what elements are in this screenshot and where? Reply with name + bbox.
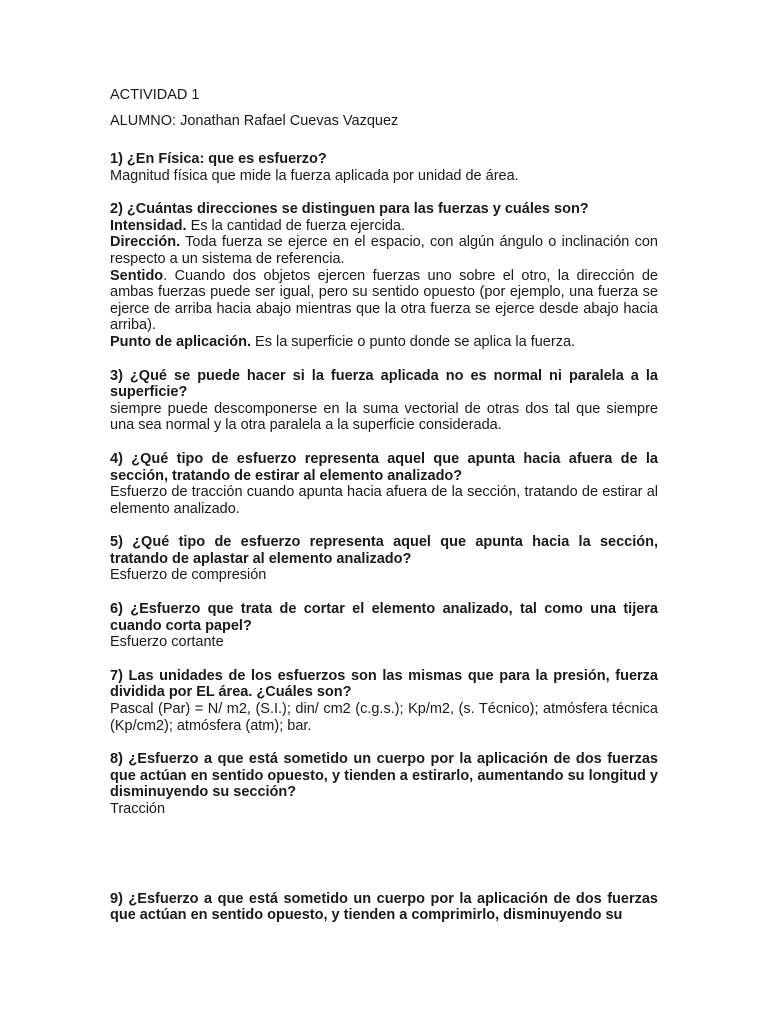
question-6 (110, 601, 658, 651)
answer-text: Es la cantidad de fuerza ejercida. (186, 217, 405, 234)
question-title: 3) ¿Qué se puede hacer si la fuerza aplicada no es normal ni paralela a la superficie? (110, 367, 658, 401)
question-title: 8) ¿Esfuerzo a que está sometido un cuerpo por la aplicación de dos fuerzas que actúan en sentido opuesto, y tienden a estirarlo, aumentando su longitud y disminuyendo su sección? (110, 751, 658, 801)
question-title: 4) ¿Qué tipo de esfuerzo representa aquel que apunta hacia afuera de la sección, tratando de estirar al elemento analizado? (110, 450, 658, 484)
answer-term: Punto de aplicación. (110, 333, 251, 350)
question-title: 6) ¿Esfuerzo que trata de cortar el elemento analizado, tal como una tijera cuando corta papel? (110, 601, 658, 634)
question-answer: Esfuerzo de compresión (110, 567, 267, 584)
answer-term: Intensidad. (110, 217, 187, 234)
answer-term: Sentido (110, 267, 164, 284)
question-title: 7) Las unidades de los esfuerzos son las mismas que para la presión, fuerza dividida por EL área. ¿Cuáles son? (110, 667, 658, 701)
answer-item-intensidad (110, 218, 658, 235)
question-1 (110, 151, 658, 184)
question-8 (110, 751, 658, 817)
question-9 (110, 891, 658, 924)
activity-heading: ACTIVIDAD 1 (110, 87, 200, 103)
question-answer: Tracción (110, 801, 166, 817)
question-answer: Esfuerzo de tracción cuando apunta hacia afuera de la sección, tratando de estirar al elemento analizado. (110, 484, 658, 517)
answer-text: . Cuando dos objetos ejercen fuerzas uno sobre el otro, la dirección de ambas fuerzas puede ser igual, pero su sentido opuesto (por ejemplo, una fuerza se ejerce de arriba hacia abajo mientras que la otra fuerza se ejerce desde abajo hacia arriba). (110, 267, 658, 334)
student-name: ALUMNO: Jonathan Rafael Cuevas Vazquez (110, 113, 399, 129)
questions-list (110, 151, 658, 924)
question-3 (110, 368, 658, 434)
question-answer: Pascal (Par) = N/ m2, (S.I.); din/ cm2 (c.g.s.); Kp/m2, (s. Técnico); atmósfera técnica (Kp/cm2); atmósfera (atm); bar. (110, 701, 658, 734)
question-5 (110, 534, 658, 584)
answer-text: Es la superficie o punto donde se aplica la fuerza. (251, 333, 576, 350)
question-title: 1) ¿En Física: que es esfuerzo? (110, 151, 327, 167)
answer-item-direccion (110, 234, 658, 267)
question-answer: Magnitud física que mide la fuerza aplicada por unidad de área. (110, 167, 519, 184)
answer-text: Toda fuerza se ejerce en el espacio, con algún ángulo o inclinación con respecto a un sistema de referencia. (110, 234, 658, 267)
answer-item-punto-de-aplicacion (110, 334, 658, 351)
question-2 (110, 201, 658, 350)
question-7 (110, 668, 658, 734)
answer-term: Dirección. (110, 234, 181, 251)
question-4 (110, 451, 658, 517)
answer-item-sentido (110, 268, 658, 334)
question-title: 2) ¿Cuántas direcciones se distinguen para las fuerzas y cuáles son? (110, 201, 589, 218)
blank-space (110, 835, 658, 891)
question-title: 5) ¿Qué tipo de esfuerzo representa aquel que apunta hacia la sección, tratando de aplastar al elemento analizado? (110, 534, 658, 567)
question-title: 9) ¿Esfuerzo a que está sometido un cuerpo por la aplicación de dos fuerzas que actúan en sentido opuesto, y tienden a comprimirlo, disminuyendo su (110, 890, 658, 924)
question-answer: siempre puede descomponerse en la suma vectorial de otras dos tal que siempre una sea normal y la otra paralela a la superficie considerada. (110, 400, 658, 434)
question-answer: Esfuerzo cortante (110, 634, 224, 651)
